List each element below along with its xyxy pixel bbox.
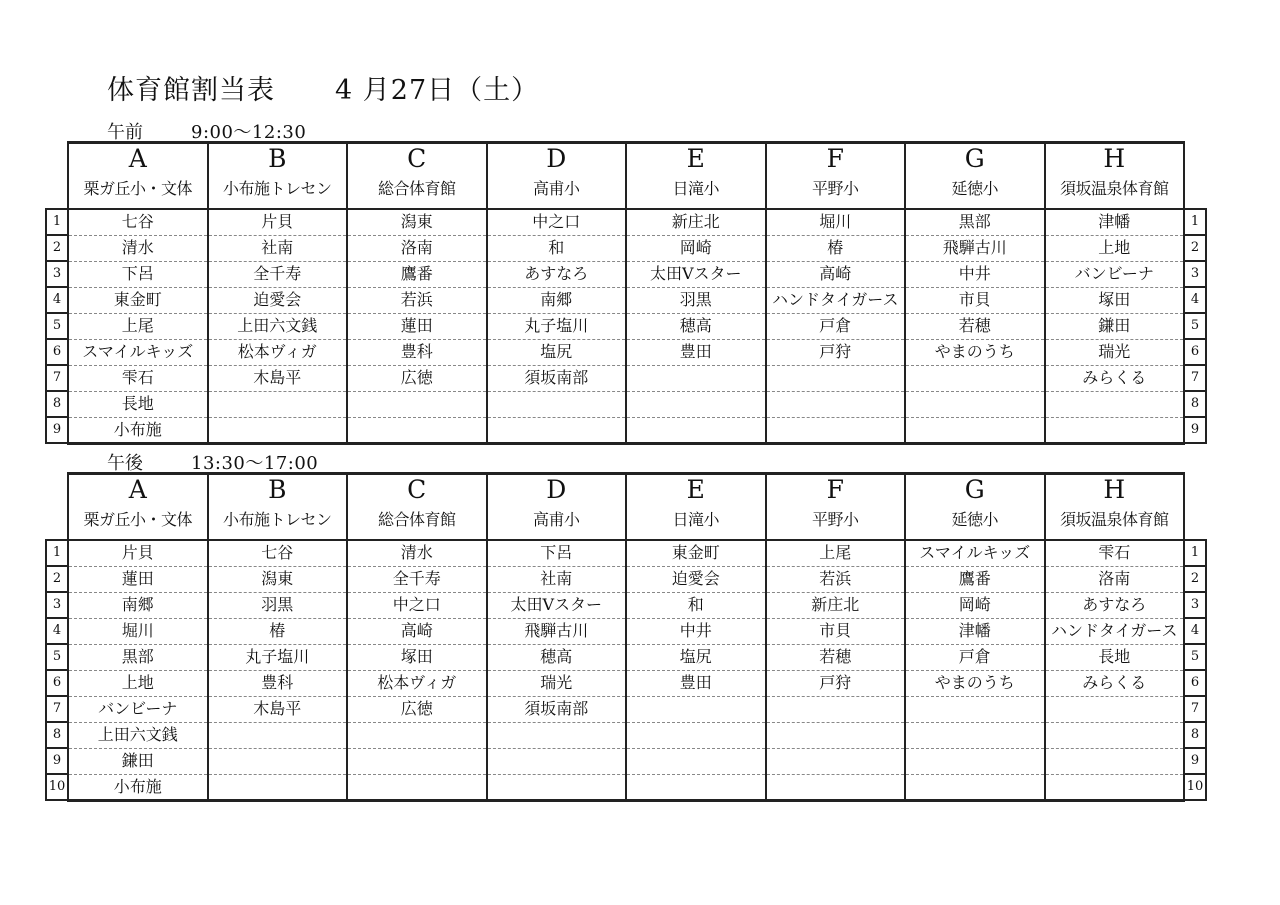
row-number-left: 3 [46, 592, 68, 618]
table-row [46, 261, 1206, 287]
team-cell: 洛南 [1045, 566, 1185, 592]
team-cell: 南郷 [487, 287, 627, 313]
morning-table [45, 141, 1207, 445]
team-cell: 蓮田 [347, 313, 487, 339]
team-cell [1045, 391, 1185, 417]
team-cell: 鎌田 [68, 748, 208, 774]
row-number-left: 2 [46, 566, 68, 592]
team-cell: 須坂南部 [487, 696, 627, 722]
team-cell: 中井 [626, 618, 766, 644]
column-header-e [626, 143, 766, 210]
row-number-right: 8 [1184, 722, 1206, 748]
team-cell: 戸狩 [766, 670, 906, 696]
row-number-left: 6 [46, 670, 68, 696]
team-cell: 飛騨古川 [905, 235, 1045, 261]
table-row [46, 391, 1206, 417]
team-cell [1045, 696, 1185, 722]
team-cell: スマイルキッズ [68, 339, 208, 365]
team-cell: 太田Vスター [487, 592, 627, 618]
column-header-d [487, 474, 627, 541]
team-cell: 七谷 [208, 540, 348, 566]
row-number-right: 4 [1184, 287, 1206, 313]
team-cell [208, 391, 348, 417]
team-cell: バンビーナ [1045, 261, 1185, 287]
team-cell: 迫愛会 [208, 287, 348, 313]
title-text: 体育館割当表 [107, 75, 275, 106]
column-letter: F [826, 144, 844, 173]
team-cell: やまのうち [905, 670, 1045, 696]
table-row [46, 670, 1206, 696]
row-number-right: 2 [1184, 566, 1206, 592]
column-header-a [68, 143, 208, 210]
team-cell: 木島平 [208, 696, 348, 722]
afternoon-table [45, 472, 1207, 802]
team-cell [1045, 774, 1185, 800]
team-cell: 戸狩 [766, 339, 906, 365]
team-cell [487, 774, 627, 800]
column-letter: C [407, 475, 427, 504]
row-number-right: 9 [1184, 417, 1206, 443]
row-number-left: 1 [46, 540, 68, 566]
team-cell [626, 391, 766, 417]
team-cell [905, 748, 1045, 774]
team-cell [626, 774, 766, 800]
row-number-left: 3 [46, 261, 68, 287]
team-cell: 穂高 [626, 313, 766, 339]
row-number-right: 6 [1184, 339, 1206, 365]
team-cell: 上田六文銭 [68, 722, 208, 748]
column-place: 高甫小 [532, 510, 580, 529]
column-place: 高甫小 [532, 179, 580, 198]
row-number-right: 8 [1184, 391, 1206, 417]
column-place: 須坂温泉体育館 [1059, 179, 1169, 198]
team-cell [766, 365, 906, 391]
team-cell: 迫愛会 [626, 566, 766, 592]
column-header-g [905, 143, 1045, 210]
column-letter: A [128, 475, 147, 504]
team-cell: 高崎 [766, 261, 906, 287]
row-number-left: 9 [46, 417, 68, 443]
table-row [46, 644, 1206, 670]
column-place: 平野小 [811, 510, 859, 529]
team-cell [347, 391, 487, 417]
team-cell: 高崎 [347, 618, 487, 644]
row-number-right: 9 [1184, 748, 1206, 774]
team-cell: 市貝 [905, 287, 1045, 313]
column-place: 延徳小 [951, 179, 998, 198]
column-header-c [347, 143, 487, 210]
team-cell [1045, 722, 1185, 748]
team-cell: 塩尻 [487, 339, 627, 365]
row-number-right: 3 [1184, 261, 1206, 287]
team-cell [905, 696, 1045, 722]
team-cell: 上地 [68, 670, 208, 696]
column-place: 日滝小 [672, 510, 719, 529]
column-letter: G [964, 144, 985, 173]
column-place: 須坂温泉体育館 [1059, 510, 1169, 529]
team-cell: 木島平 [208, 365, 348, 391]
team-cell [626, 696, 766, 722]
team-cell: 長地 [1045, 644, 1185, 670]
team-cell: 丸子塩川 [487, 313, 627, 339]
team-cell: 社南 [487, 566, 627, 592]
team-cell: 広徳 [347, 365, 487, 391]
row-number-right: 10 [1184, 774, 1206, 800]
team-cell: 中之口 [347, 592, 487, 618]
team-cell: 東金町 [626, 540, 766, 566]
team-cell: 上田六文銭 [208, 313, 348, 339]
column-header-g [905, 474, 1045, 541]
column-letter: G [964, 475, 985, 504]
team-cell: 塚田 [1045, 287, 1185, 313]
table-row [46, 774, 1206, 800]
table-row [46, 235, 1206, 261]
row-number-left: 4 [46, 618, 68, 644]
team-cell: 片貝 [68, 540, 208, 566]
team-cell: 長地 [68, 391, 208, 417]
table-row [46, 417, 1206, 443]
row-number-right: 5 [1184, 644, 1206, 670]
team-cell [347, 774, 487, 800]
row-number-left: 8 [46, 722, 68, 748]
team-cell: 中之口 [487, 209, 627, 235]
team-cell: ハンドタイガース [1045, 618, 1185, 644]
team-cell [905, 722, 1045, 748]
table-row [46, 287, 1206, 313]
column-header-b [208, 474, 348, 541]
event-date: 4 月27日（土） [335, 75, 540, 106]
column-letter: B [268, 475, 287, 504]
team-cell: 東金町 [68, 287, 208, 313]
table-row [46, 566, 1206, 592]
row-number-right: 7 [1184, 696, 1206, 722]
team-cell [1045, 748, 1185, 774]
team-cell: あすなろ [1045, 592, 1185, 618]
row-number-right: 3 [1184, 592, 1206, 618]
team-cell: 鷹番 [347, 261, 487, 287]
team-cell: 瑞光 [1045, 339, 1185, 365]
team-cell [208, 748, 348, 774]
team-cell: 和 [626, 592, 766, 618]
team-cell: 津幡 [905, 618, 1045, 644]
team-cell: 岡崎 [626, 235, 766, 261]
team-cell: 若浜 [766, 566, 906, 592]
team-cell: 下呂 [68, 261, 208, 287]
column-letter: H [1103, 475, 1126, 504]
team-cell: 若穂 [766, 644, 906, 670]
table-row [46, 209, 1206, 235]
team-cell: 和 [487, 235, 627, 261]
team-cell: 鎌田 [1045, 313, 1185, 339]
row-number-right: 2 [1184, 235, 1206, 261]
team-cell [905, 417, 1045, 443]
team-cell [905, 365, 1045, 391]
column-header-b [208, 143, 348, 210]
row-number-left: 8 [46, 391, 68, 417]
team-cell: 羽黒 [626, 287, 766, 313]
afternoon-label: 午後 [107, 453, 143, 474]
team-cell: 蓮田 [68, 566, 208, 592]
row-number-left: 4 [46, 287, 68, 313]
team-cell: 黒部 [905, 209, 1045, 235]
team-cell [766, 748, 906, 774]
team-cell: 若穂 [905, 313, 1045, 339]
team-cell: 全千寿 [208, 261, 348, 287]
team-cell: 七谷 [68, 209, 208, 235]
team-cell: 羽黒 [208, 592, 348, 618]
team-cell: 塩尻 [626, 644, 766, 670]
column-letter: A [128, 144, 147, 173]
team-cell: 豊科 [208, 670, 348, 696]
team-cell [487, 722, 627, 748]
team-cell: 清水 [68, 235, 208, 261]
team-cell [347, 722, 487, 748]
team-cell: スマイルキッズ [905, 540, 1045, 566]
team-cell [766, 722, 906, 748]
team-cell: 小布施 [68, 417, 208, 443]
team-cell [766, 696, 906, 722]
team-cell: 潟東 [347, 209, 487, 235]
team-cell: 黒部 [68, 644, 208, 670]
column-letter: B [268, 144, 287, 173]
team-cell: 太田Vスター [626, 261, 766, 287]
row-number-right: 5 [1184, 313, 1206, 339]
column-place: 総合体育館 [377, 179, 456, 198]
team-cell: 中井 [905, 261, 1045, 287]
table-row [46, 365, 1206, 391]
table-row [46, 540, 1206, 566]
team-cell [208, 417, 348, 443]
team-cell: 南郷 [68, 592, 208, 618]
table-row [46, 618, 1206, 644]
morning-time: 9:00～12:30 [191, 122, 307, 143]
column-place: 日滝小 [672, 179, 719, 198]
team-cell: 雫石 [68, 365, 208, 391]
team-cell [347, 417, 487, 443]
team-cell [487, 748, 627, 774]
team-cell [347, 748, 487, 774]
team-cell [766, 391, 906, 417]
table-row [46, 748, 1206, 774]
team-cell [626, 417, 766, 443]
column-letter: C [407, 144, 427, 173]
team-cell [208, 774, 348, 800]
column-letter: H [1103, 144, 1126, 173]
team-cell: 豊科 [347, 339, 487, 365]
column-letter: E [686, 144, 705, 173]
team-cell: 津幡 [1045, 209, 1185, 235]
column-place: 小布施トレセン [222, 179, 332, 198]
column-place: 平野小 [811, 179, 859, 198]
table-row [46, 313, 1206, 339]
column-letter: F [826, 475, 844, 504]
team-cell [487, 417, 627, 443]
team-cell: 広徳 [347, 696, 487, 722]
table-header [46, 143, 1206, 210]
row-number-right: 6 [1184, 670, 1206, 696]
column-header-h [1045, 474, 1185, 541]
team-cell: 須坂南部 [487, 365, 627, 391]
row-number-left: 10 [46, 774, 68, 800]
table-row [46, 696, 1206, 722]
table-row [46, 339, 1206, 365]
team-cell: 上地 [1045, 235, 1185, 261]
team-cell: 市貝 [766, 618, 906, 644]
team-cell: 戸倉 [766, 313, 906, 339]
row-number-left: 5 [46, 644, 68, 670]
team-cell: 上尾 [766, 540, 906, 566]
column-header-d [487, 143, 627, 210]
team-cell: ハンドタイガース [766, 287, 906, 313]
column-place: 栗ガ丘小・文体 [83, 510, 192, 529]
row-number-left: 1 [46, 209, 68, 235]
column-place: 総合体育館 [377, 510, 456, 529]
row-number-right: 4 [1184, 618, 1206, 644]
column-letter: D [546, 475, 567, 504]
team-cell: バンビーナ [68, 696, 208, 722]
team-cell: 雫石 [1045, 540, 1185, 566]
column-header-f [766, 143, 906, 210]
team-cell: あすなろ [487, 261, 627, 287]
row-number-right: 1 [1184, 209, 1206, 235]
team-cell: 堀川 [68, 618, 208, 644]
team-cell: 下呂 [487, 540, 627, 566]
team-cell: 堀川 [766, 209, 906, 235]
team-cell: 片貝 [208, 209, 348, 235]
page-title [107, 68, 539, 107]
column-place: 小布施トレセン [222, 510, 332, 529]
morning-label: 午前 [107, 122, 143, 143]
team-cell [487, 391, 627, 417]
row-number-right: 7 [1184, 365, 1206, 391]
row-number-left: 5 [46, 313, 68, 339]
team-cell [626, 365, 766, 391]
column-header-h [1045, 143, 1185, 210]
team-cell [905, 391, 1045, 417]
team-cell [208, 722, 348, 748]
row-number-right: 1 [1184, 540, 1206, 566]
team-cell: 豊田 [626, 339, 766, 365]
table-header [46, 474, 1206, 541]
team-cell: 穂高 [487, 644, 627, 670]
team-cell: 丸子塩川 [208, 644, 348, 670]
team-cell: 松本ヴィガ [208, 339, 348, 365]
team-cell: 上尾 [68, 313, 208, 339]
column-place: 栗ガ丘小・文体 [83, 179, 192, 198]
team-cell: 瑞光 [487, 670, 627, 696]
row-number-left: 6 [46, 339, 68, 365]
team-cell [1045, 417, 1185, 443]
team-cell: 清水 [347, 540, 487, 566]
team-cell: 新庄北 [626, 209, 766, 235]
team-cell: 豊田 [626, 670, 766, 696]
team-cell: 洛南 [347, 235, 487, 261]
column-header-e [626, 474, 766, 541]
column-header-c [347, 474, 487, 541]
team-cell: 新庄北 [766, 592, 906, 618]
team-cell: 鷹番 [905, 566, 1045, 592]
team-cell: みらくる [1045, 670, 1185, 696]
row-number-left: 9 [46, 748, 68, 774]
team-cell: 社南 [208, 235, 348, 261]
row-number-left: 7 [46, 696, 68, 722]
team-cell [626, 722, 766, 748]
team-cell: 小布施 [68, 774, 208, 800]
afternoon-time: 13:30～17:00 [191, 453, 319, 474]
table-row [46, 722, 1206, 748]
team-cell [766, 417, 906, 443]
team-cell: 椿 [766, 235, 906, 261]
column-letter: E [686, 475, 705, 504]
team-cell: 椿 [208, 618, 348, 644]
team-cell: 岡崎 [905, 592, 1045, 618]
table-row [46, 592, 1206, 618]
column-place: 延徳小 [951, 510, 998, 529]
team-cell: 若浜 [347, 287, 487, 313]
team-cell: みらくる [1045, 365, 1185, 391]
team-cell: 戸倉 [905, 644, 1045, 670]
team-cell [626, 748, 766, 774]
team-cell: 松本ヴィガ [347, 670, 487, 696]
team-cell: やまのうち [905, 339, 1045, 365]
team-cell [766, 774, 906, 800]
team-cell: 塚田 [347, 644, 487, 670]
team-cell: 潟東 [208, 566, 348, 592]
team-cell [905, 774, 1045, 800]
column-header-f [766, 474, 906, 541]
row-number-left: 7 [46, 365, 68, 391]
row-number-left: 2 [46, 235, 68, 261]
column-letter: D [546, 144, 567, 173]
team-cell: 全千寿 [347, 566, 487, 592]
column-header-a [68, 474, 208, 541]
team-cell: 飛騨古川 [487, 618, 627, 644]
